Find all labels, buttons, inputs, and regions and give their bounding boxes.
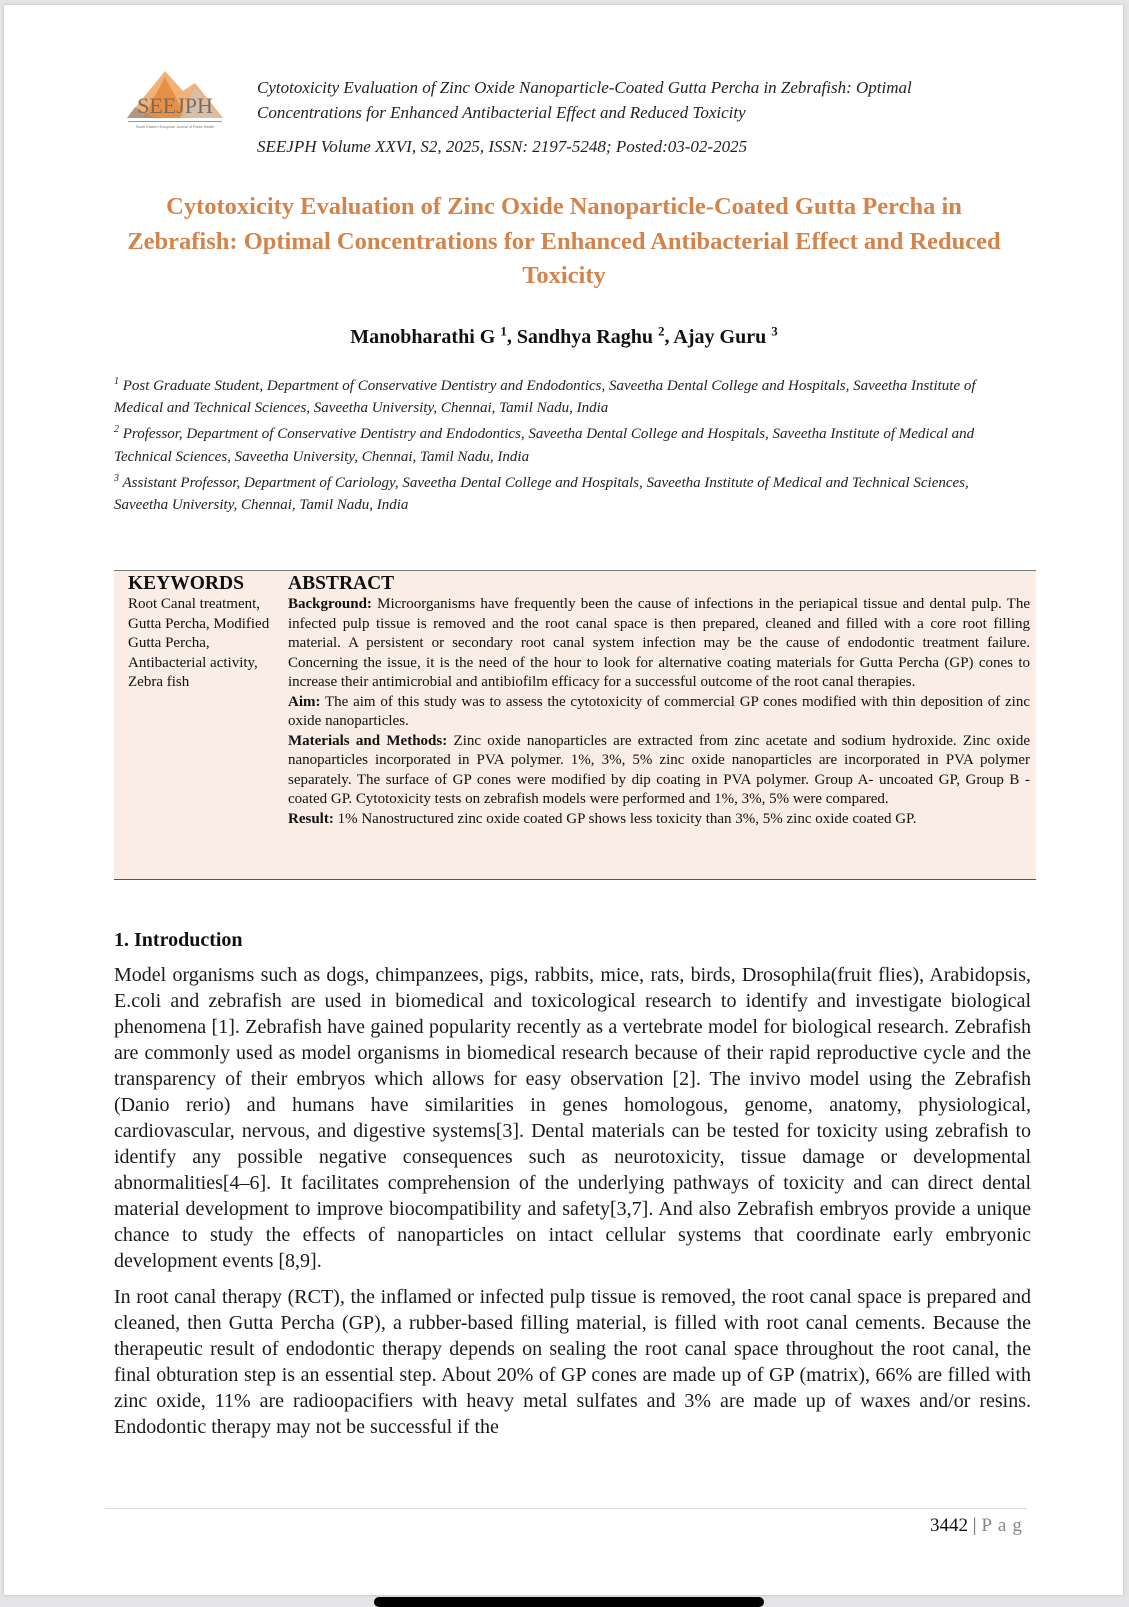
abstract-result: Result: 1% Nanostructured zinc oxide coated GP shows less toxicity than 3%, 5% zinc oxide coated GP. [288, 810, 917, 827]
abstract-heading: ABSTRACT [288, 573, 395, 594]
author-list: Manobharathi G $^1$, Sandhya Raghu $^2$, Ajay Guru $^3$ [350, 323, 778, 348]
page-number: 3442 | Pag [930, 1515, 1028, 1536]
author: Ajay Guru $^3$ [673, 323, 778, 348]
abstract-text [288, 595, 1030, 829]
abstract-background: Background: Microorganisms have frequently been the cause of infections in the periapical tissue and dental pulp. The infected pulp tissue is removed and the root canal space is then prepared, cleaned and filled with a core root filling material. A persistent or secondary root canal system infection may be the cause of endodontic treatment failure. Concerning the issue, it is the need of the hour to look for alternative coating materials for Gutta Percha (GP) cones to increase their antimicrobial and antibiofilm efficacy for a successful outcome of the root canal therapies. [288, 596, 1030, 690]
footer-divider [105, 1508, 1027, 1509]
svg-text:South Eastern European Journal: South Eastern European Journal of Public Health [135, 125, 215, 129]
paragraph: Model organisms such as dogs, chimpanzees, pigs, rabbits, mice, rats, birds, Drosophila(fruit flies), Arabidopsis, E.coli and zebrafish are used in biomedical and toxicological research to identify and investigate biological phenomena [1]. Zebrafish have gained popularity recently as a vertebrate model for biological research. Zebrafish are commonly used as model organisms in biomedical research because of their rapid reproductive cycle and the transparency of their embryos which allows for easy observation [2]. The invivo model using the Zebrafish (Danio rerio) and humans have similarities in genes homologous, genome, anatomy, physiological, cardiovascular, nervous, and digestive systems[3]. Dental materials can be tested for toxicity using zebrafish to identify any possible negative consequences such as neurotoxicity, tissue damage or developmental abnormalities[4–6]. It facilitates comprehension of the underlying pathways of toxicity and can direct dental material development to improve biocompatibility and safety[3,7]. And also Zebrafish embryos provide a unique chance to study the effects of nanoparticles on intact cellular systems that coordinate early embryonic development events [8,9]. [114, 964, 1031, 1272]
paper-title: Cytotoxicity Evaluation of Zinc Oxide Nanoparticle-Coated Gutta Percha in Zebrafish: Optimal Concentrations for Enhanced Antibacterial Effect and Reduced Toxicity [127, 193, 1001, 289]
affiliation: $^1$ Post Graduate Student, Department of Conservative Dentistry and Endodontics, Saveetha Dental College and Hospitals, Saveetha Institute of Medical and Technical Sciences, Saveetha University, Chennai, Tamil Nadu, India [114, 376, 976, 417]
paragraph: In root canal therapy (RCT), the inflamed or infected pulp tissue is removed, the root canal space is prepared and cleaned, then Gutta Percha (GP), a rubber-based filling material, is filled with root canal cements. Because the therapeutic result of endodontic therapy depends on sealing the root canal space throughout the root canal, the final obturation step is an essential step. About 20% of GP cones are made up of GP (matrix), 66% are filled with zinc oxide, 11% are radioopacifiers with heavy metal sulfates and 3% are made up of waxes and/or resins. Endodontic therapy may not be successful if the [114, 1286, 1031, 1438]
keywords-text: Root Canal treatment, Gutta Percha, Modified Gutta Percha, Antibacterial activity, Zebra fish [128, 596, 270, 690]
abstract-aim: Aim: The aim of this study was to assess the cytotoxicity of commercial GP cones modified with thin deposition of zinc oxide nanoparticles. [288, 693, 1031, 729]
affiliation: $^2$ Professor, Department of Conservative Dentistry and Endodontics, Saveetha Dental College and Hospitals, Saveetha Institute of Medical and Technical Sciences, Saveetha University, Chennai, Tamil Nadu, India [114, 424, 975, 465]
affiliation: $^3$ Assistant Professor, Department of Cariology, Saveetha Dental College and Hospitals, Saveetha Institute of Medical and Technical Sciences, Saveetha University, Chennai, Tamil Nadu, India [114, 472, 969, 514]
home-indicator[interactable] [374, 1597, 764, 1607]
introduction-body [114, 962, 1031, 1450]
keywords-column [128, 573, 278, 693]
svg-text:SEEJPH: SEEJPH [137, 93, 213, 118]
abstract-methods: Materials and Methods: Zinc oxide nanoparticles are extracted from zinc acetate and sodium hydroxide. Zinc oxide nanoparticles incorporated in PVA polymer. 1%, 3%, 5% zinc oxide nanoparticles are incorporated in PVA polymer separately. The surface of GP cones were modified by dip coating in PVA polymer. Group A- uncoated GP, Group B - coated GP. Cytotoxicity tests on zebrafish models were performed and 1%, 3%, 5% were compared. [288, 732, 1031, 807]
author: Manobharathi G $^1$ [350, 323, 507, 348]
abstract-column [288, 573, 1030, 829]
keywords-heading: KEYWORDS [128, 573, 244, 594]
seejph-logo-icon [125, 63, 225, 135]
journal-logo [125, 63, 225, 135]
affiliations [114, 371, 1004, 516]
journal-citation: SEEJPH Volume XXVI, S2, 2025, ISSN: 2197-5248; Posted:03-02-2025 [257, 137, 748, 156]
abstract-box [114, 570, 1036, 880]
document-page [4, 5, 1123, 1595]
section-heading-introduction: 1. Introduction [114, 929, 243, 951]
author: Sandhya Raghu $^2$ [516, 323, 665, 348]
running-title: Cytotoxicity Evaluation of Zinc Oxide Nanoparticle-Coated Gutta Percha in Zebrafish: Optimal Concentrations for Enhanced Antibacterial Effect and Reduced Toxicity [257, 78, 912, 122]
